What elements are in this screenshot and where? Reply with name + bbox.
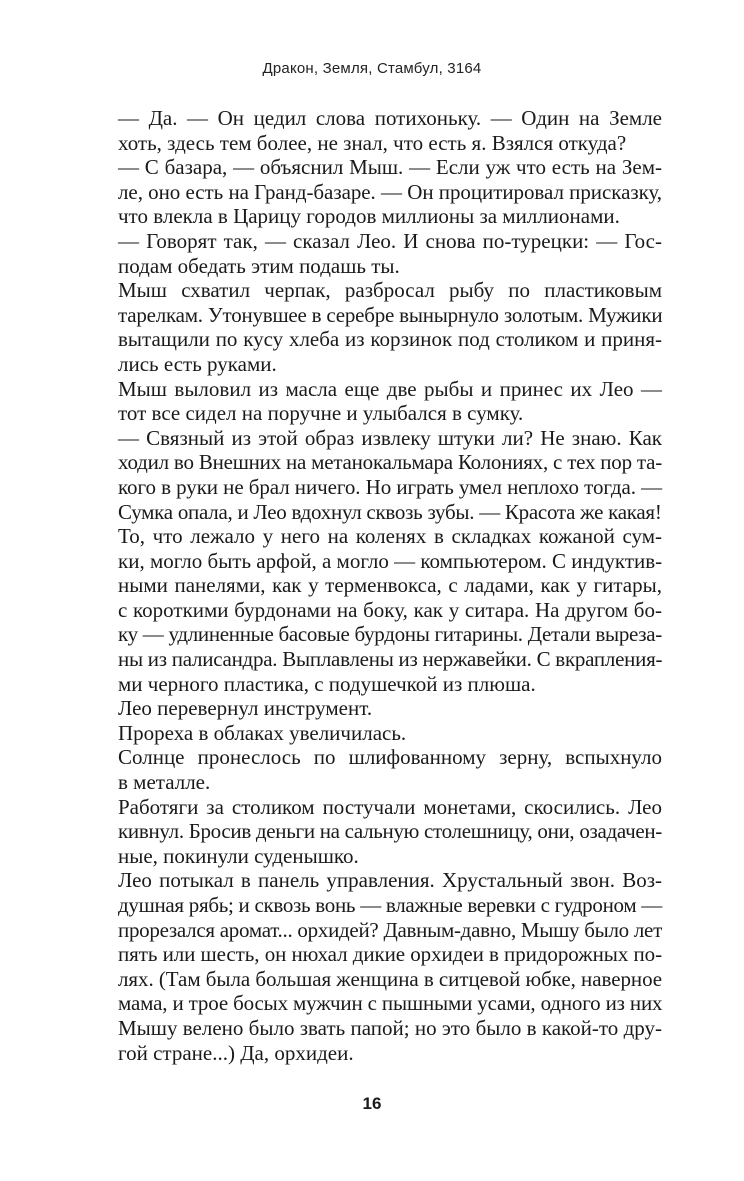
text-line: — Связный из этой образ извлеку штуки ли? Не знаю. Как <box>118 425 662 450</box>
text-line: ходил во Внешних на метанокальмара Колониях, с тех пор та- <box>118 450 662 475</box>
text-line: гой стране...) Да, орхидеи. <box>118 1040 354 1065</box>
text-line: Сумка опала, и Лео вдохнул сквозь зубы. — Красота же какая! <box>118 499 662 524</box>
text-line: душная рябь; и сквозь вонь — влажные веревки с гудроном — <box>118 893 662 917</box>
text-line: в металле. <box>118 770 211 795</box>
text-line: прорезался аромат... орхидей? Давным-давно, Мышу было лет <box>118 917 662 942</box>
text-line: лях. (Там была большая женщина в ситцевой юбке, наверное <box>118 966 663 991</box>
text-line: ку — удлиненные басовые бурдоны гитарины. Детали выреза- <box>118 622 662 647</box>
text-line: — Говорят так, — сказал Лео. И снова по-турецки: — Гос- <box>118 228 662 253</box>
text-line: ными панелями, как у терменвокса, с ладами, как у гитары, <box>118 573 662 598</box>
text-line: тарелкам. Утонувшее в серебре вынырнуло золотым. Мужики <box>118 302 663 327</box>
text-line: ные, покинули суденышко. <box>118 843 359 868</box>
text-line: Прореха в облаках увеличилась. <box>118 720 407 745</box>
text-line: Лео потыкал в панель управления. Хрустальный звон. Воз- <box>118 868 662 893</box>
body-text <box>118 106 662 1065</box>
text-line: Мыш схватил черпак, разбросал рыбу по пластиковым <box>118 278 662 303</box>
text-line: ны из палисандра. Выплавлены из нержавейки. С вкрапления- <box>118 647 663 672</box>
text-line: кивнул. Бросив деньги на сальную столешницу, они, озадачен- <box>118 819 662 844</box>
text-line: Мышу велено было звать папой; но это было в какой-то дру- <box>118 1015 662 1040</box>
text-line: Мыш выловил из масла еще две рыбы и принес их Лео — <box>118 376 662 401</box>
page-number: 16 <box>362 1094 382 1113</box>
text-line: подам обедать этим подашь ты. <box>118 253 400 278</box>
text-line: — С базара, — объяснил Мыш. — Если уж что есть на Зем- <box>118 155 662 180</box>
text-line: Работяги за столиком постучали монетами, скосились. Лео <box>118 794 662 819</box>
text-line: пять или шесть, он нюхал дикие орхидеи в придорожных по- <box>118 942 662 967</box>
text-line: То, что лежало у него на коленях в складках кожаной сум- <box>118 524 662 549</box>
text-line: вытащили по кусу хлеба из корзинок под столиком и приня- <box>118 327 662 352</box>
text-line: — Да. — Он цедил слова потихоньку. — Один на Земле <box>118 106 662 130</box>
text-line: кого в руки не брал ничего. Но играть умел неплохо тогда. — <box>118 474 662 499</box>
text-line: тот все сидел на поручне и улыбался в сумку. <box>118 401 524 426</box>
text-line: ки, могло быть арфой, а могло — компьютером. С индуктив- <box>118 548 663 573</box>
text-line: Солнце пронеслось по шлифованному зерну, вспыхнуло <box>118 745 662 770</box>
text-line: мама, и трое босых мужчин с пышными усами, одного из них <box>118 991 663 1016</box>
running-head: Дракон, Земля, Стамбул, 3164 <box>262 60 482 77</box>
text-line: ле, оно есть на Гранд-базаре. — Он процитировал присказку, <box>118 179 662 204</box>
text-line: с короткими бурдонами на боку, как у ситара. На другом бо- <box>118 597 662 622</box>
text-line: лись есть руками. <box>118 351 277 376</box>
text-line: хоть, здесь тем более, не знал, что есть я. Взялся откуда? <box>118 130 627 155</box>
text-line: что влекла в Царицу городов миллионы за миллионами. <box>118 204 620 229</box>
text-line: ми черного пластика, с подушечкой из плюша. <box>118 671 536 696</box>
text-line: Лео перевернул инструмент. <box>118 696 373 721</box>
